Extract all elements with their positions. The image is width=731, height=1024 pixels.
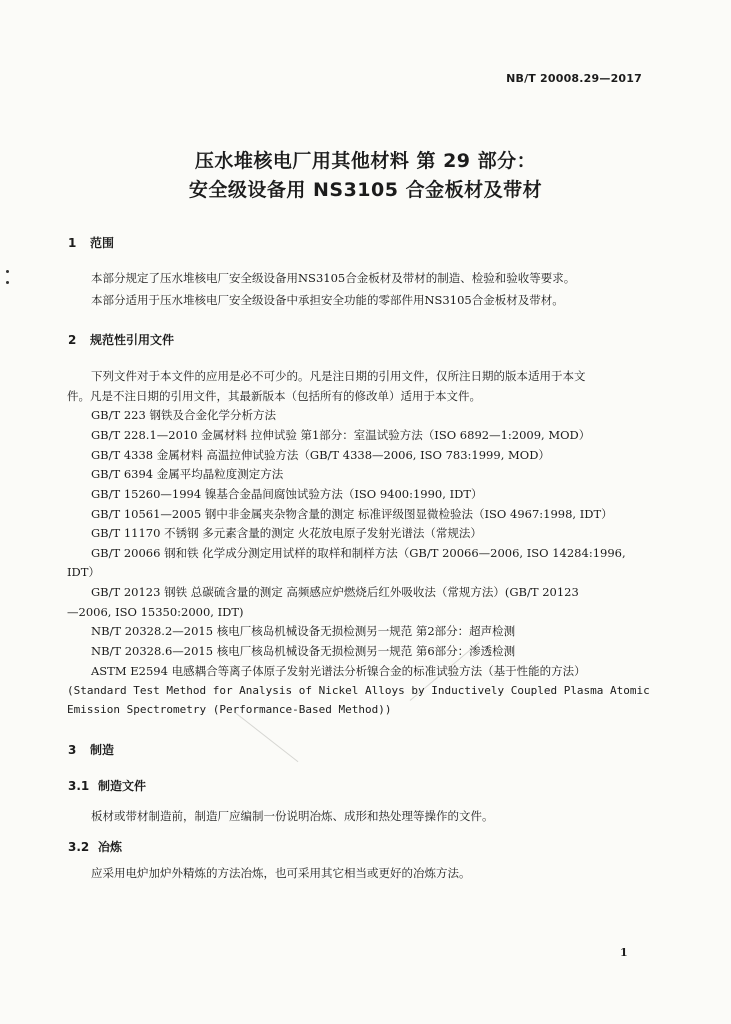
section-3-1-heading — [68, 777, 146, 794]
reference-item: ASTM E2594 电感耦合等离子体原子发射光谱法分析镍合金的标准试验方法（基于性能的方法） — [91, 664, 586, 678]
section-3-2-heading — [68, 838, 122, 855]
manufacturing-docs-paragraph: 板材或带材制造前，制造厂应编制一份说明冶炼、成形和热处理等操作的文件。 — [91, 809, 494, 823]
section-title: 规范性引用文件 — [90, 333, 175, 347]
page-number: 1 — [620, 946, 628, 959]
section-3-heading — [68, 741, 114, 758]
reference-item: GB/T 20066 钢和铁 化学成分测定用试样的取样和制样方法（GB/T 20066—2006, ISO 14284:1996, — [91, 546, 626, 560]
doc-title-line1: 压水堆核电厂用其他材料 第 29 部分： — [194, 150, 537, 172]
scan-artifact — [235, 712, 299, 762]
reference-item: GB/T 10561—2005 钢中非金属夹杂物含量的测定 标准评级图显微检验法（ISO 4967:1998, IDT） — [91, 507, 613, 521]
reference-item: GB/T 20123 钢铁 总碳硫含量的测定 高频感应炉燃烧后红外吸收法（常规方法）(GB/T 20123 — [91, 585, 579, 599]
reference-item-continuation: Emission Spectrometry (Performance-Based Method)) — [67, 703, 392, 716]
melting-paragraph: 应采用电炉加炉外精炼的方法冶炼，也可采用其它相当或更好的冶炼方法。 — [91, 866, 471, 880]
normative-intro-line2: 件。凡是不注日期的引用文件，其最新版本（包括所有的修改单）适用于本文件。 — [67, 389, 481, 403]
reference-item: NB/T 20328.6—2015 核电厂核岛机械设备无损检测另一规范 第6部分：渗透检测 — [91, 644, 516, 658]
section-1-heading — [68, 234, 114, 251]
section-number: 1 — [68, 236, 77, 250]
standard-code: NB/T 20008.29—2017 — [506, 72, 642, 85]
reference-item-continuation: IDT） — [67, 565, 100, 579]
section-number: 3.2 — [68, 840, 90, 854]
scan-speck — [6, 281, 9, 284]
reference-item: GB/T 15260—1994 镍基合金晶间腐蚀试验方法（ISO 9400:1990, IDT） — [91, 487, 483, 501]
section-title: 冶炼 — [98, 840, 123, 854]
reference-item: GB/T 6394 金属平均晶粒度测定方法 — [91, 467, 284, 481]
section-title: 制造文件 — [98, 779, 147, 793]
doc-title-line2: 安全级设备用 NS3105 合金板材及带材 — [188, 179, 543, 201]
reference-item: GB/T 4338 金属材料 高温拉伸试验方法（GB/T 4338—2006, ISO 783:1999, MOD） — [91, 448, 550, 462]
reference-item: GB/T 223 钢铁及合金化学分析方法 — [91, 408, 276, 422]
section-title: 制造 — [90, 743, 115, 757]
reference-item-continuation: (Standard Test Method for Analysis of Nickel Alloys by Inductively Coupled Plasma Atomic — [67, 684, 650, 697]
reference-item: GB/T 228.1—2010 金属材料 拉伸试验 第1部分：室温试验方法（ISO 6892—1:2009, MOD） — [91, 428, 591, 442]
section-2-heading — [68, 331, 174, 348]
section-number: 3 — [68, 743, 77, 757]
scope-paragraph-2: 本部分适用于压水堆核电厂安全级设备中承担安全功能的零部件用NS3105合金板材及带材。 — [91, 293, 564, 307]
normative-intro-line1: 下列文件对于本文件的应用是必不可少的。凡是注日期的引用文件，仅所注日期的版本适用于本文 — [91, 369, 586, 383]
section-title: 范围 — [90, 236, 115, 250]
section-number: 2 — [68, 333, 77, 347]
scope-paragraph-1: 本部分规定了压水堆核电厂安全级设备用NS3105合金板材及带材的制造、检验和验收等要求。 — [91, 271, 576, 285]
reference-item: NB/T 20328.2—2015 核电厂核岛机械设备无损检测另一规范 第2部分：超声检测 — [91, 624, 516, 638]
section-number: 3.1 — [68, 779, 90, 793]
scan-speck — [6, 270, 9, 273]
reference-item: GB/T 11170 不锈钢 多元素含量的测定 火花放电原子发射光谱法（常规法） — [91, 526, 482, 540]
reference-item-continuation: —2006, ISO 15350:2000, IDT) — [67, 605, 244, 619]
